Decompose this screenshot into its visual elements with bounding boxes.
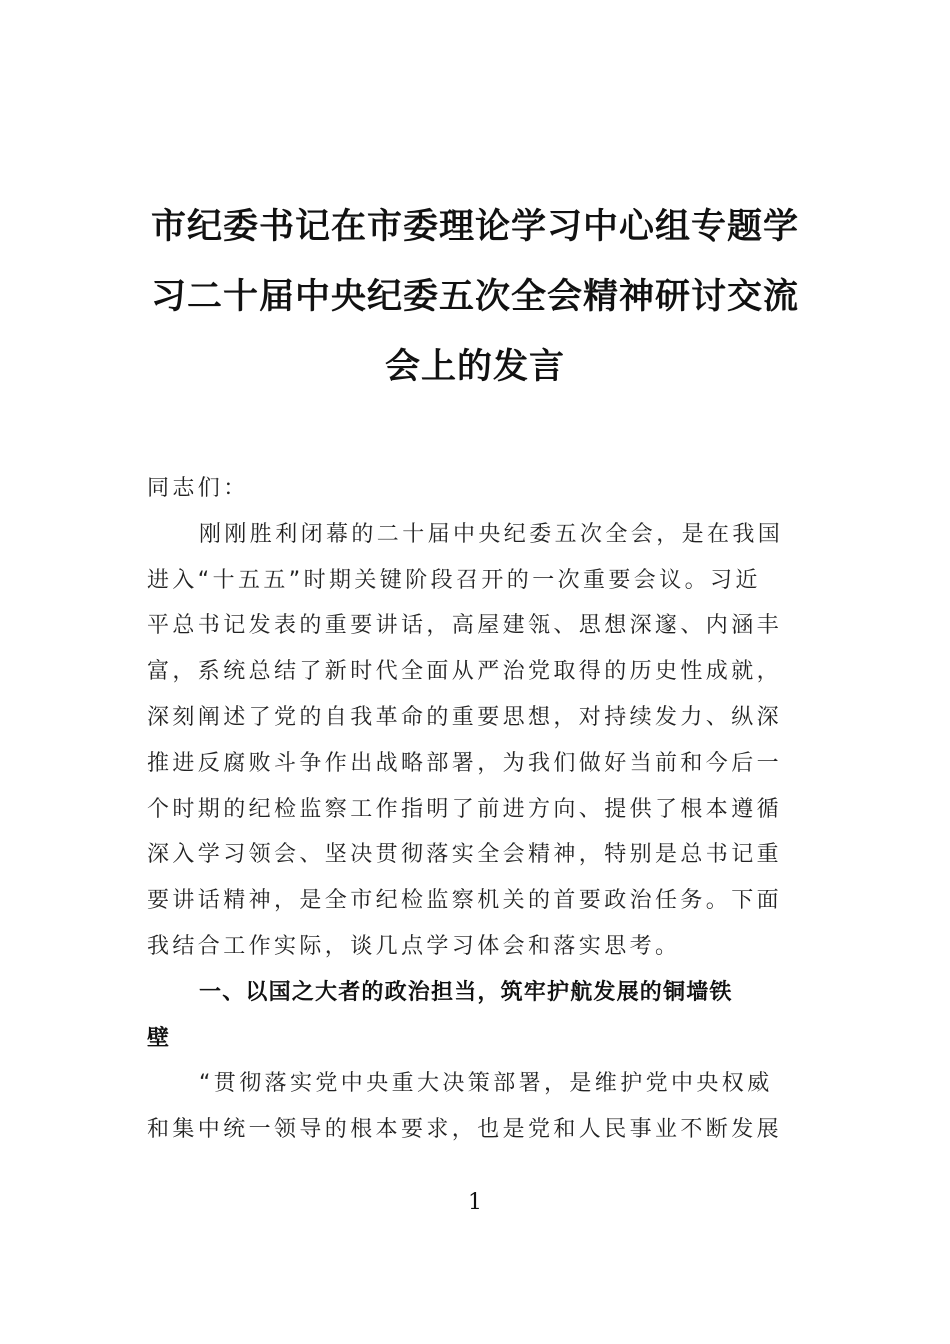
document-body xyxy=(147,466,807,1153)
heading-line: 壁 xyxy=(147,1025,171,1051)
document-title xyxy=(140,192,810,402)
paragraph-line: “贯彻落实党中央重大决策部署，是维护党中央权威 xyxy=(199,1071,773,1097)
title-line: 习二十届中央纪委五次全会精神研讨交流 xyxy=(150,276,799,317)
salutation: 同志们： xyxy=(147,476,249,501)
heading-line: 一、以国之大者的政治担当，筑牢护航发展的铜墙铁 xyxy=(199,979,733,1005)
title-line: 市纪委书记在市委理论学习中心组专题学 xyxy=(150,206,799,247)
paragraph-line: 个时期的纪检监察工作指明了前进方向、提供了根本遵循 xyxy=(147,796,783,822)
paragraph-line: 和集中统一领导的根本要求，也是党和人民事业不断发展 xyxy=(147,1117,783,1143)
paragraph-line: 富，系统总结了新时代全面从严治党取得的历史性成就， xyxy=(147,659,783,685)
paragraph-line: 深入学习领会、坚决贯彻落实全会精神，特别是总书记重 xyxy=(147,842,783,868)
paragraph-line: 进入“十五五”时期关键阶段召开的一次重要会议。习近 xyxy=(147,567,761,593)
page-number: 1 xyxy=(468,1190,482,1215)
paragraph-line: 深刻阐述了党的自我革命的重要思想，对持续发力、纵深 xyxy=(147,704,783,730)
title-line: 会上的发言 xyxy=(384,346,565,387)
section-heading-1 xyxy=(147,970,807,1062)
paragraph-line: 推进反腐败斗争作出战略部署，为我们做好当前和今后一 xyxy=(147,750,783,776)
paragraph-line: 刚刚胜利闭幕的二十届中央纪委五次全会，是在我国 xyxy=(199,521,784,547)
paragraph-1 xyxy=(147,512,807,970)
paragraph-line: 要讲话精神，是全市纪检监察机关的首要政治任务。下面 xyxy=(147,888,783,914)
paragraph-line: 平总书记发表的重要讲话，高屋建瓴、思想深邃、内涵丰 xyxy=(147,613,783,639)
paragraph-line: 我结合工作实际，谈几点学习体会和落实思考。 xyxy=(147,933,681,959)
paragraph-2 xyxy=(147,1061,807,1153)
